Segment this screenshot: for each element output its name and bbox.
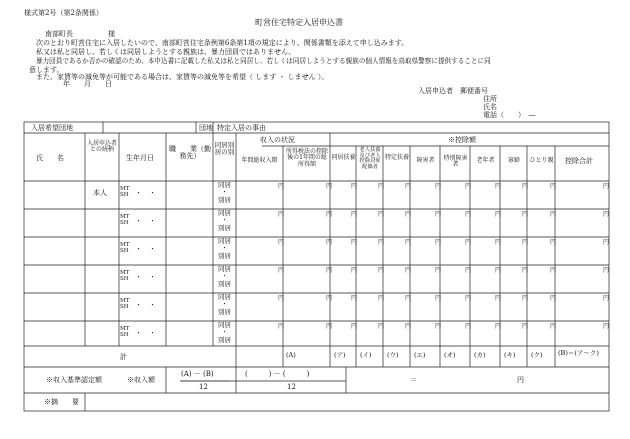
applicant-address: 住所 — [483, 95, 497, 103]
income-label: ※収入額 — [127, 376, 155, 384]
yen-mark: 円 — [326, 323, 333, 330]
era-label: MT SH — [120, 242, 130, 255]
formula-bottom: 12 — [199, 383, 208, 391]
total-mark: (ク) — [531, 351, 543, 359]
yen-mark: 円 — [550, 295, 557, 302]
cohabit-label: 同居 ・ 別居 — [218, 181, 231, 204]
deduction-col: 特別障害者 — [443, 155, 468, 169]
area-label: 入居希望団地 — [31, 124, 73, 132]
yen-mark: 円 — [405, 267, 412, 274]
yen-mark: 円 — [465, 183, 472, 190]
formula2-bottom: 12 — [287, 383, 296, 391]
yen-mark: 円 — [465, 211, 472, 218]
cohabit-label: 同居 ・ 別居 — [218, 265, 231, 288]
yen-mark: 円 — [435, 267, 442, 274]
yen-mark: 円 — [405, 211, 412, 218]
era-label: MT SH — [120, 270, 130, 283]
yen-mark: 円 — [465, 239, 472, 246]
yen-mark: 円 — [435, 323, 442, 330]
total-mark: (オ) — [444, 351, 456, 359]
yen-mark: 円 — [405, 239, 412, 246]
deduction-col: 同居扶養 — [331, 154, 356, 161]
col-cohabit: 同居別居の別 — [214, 141, 235, 156]
yen-mark: 円 — [603, 267, 610, 274]
col-income: 所得税法の控除後の1年間の総所得額 — [285, 148, 328, 168]
yen-mark: 円 — [326, 183, 333, 190]
yen-mark: 円 — [435, 211, 442, 218]
yen-mark: 円 — [278, 239, 285, 246]
addressee: 南部町長 様 — [45, 30, 115, 38]
birth-dots: ・ ・ — [135, 217, 156, 225]
deduction-col: 老人扶養及び老人控除対象配偶者 — [359, 147, 381, 170]
yen-mark: 円 — [278, 267, 285, 274]
form-number: 様式第2号（第2条関係） — [24, 9, 103, 17]
yen-mark: 円 — [326, 239, 333, 246]
body-line-5: また、家賃等の減免等が可能である場合は、家賃等の減免等を希望（ します ・ しません ）。 — [36, 73, 329, 81]
yen-mark: 円 — [495, 183, 502, 190]
deduction-col: 特定扶養 — [384, 154, 409, 161]
birth-dots: ・ ・ — [135, 245, 156, 253]
yen-mark: 円 — [550, 323, 557, 330]
cohabit-label: 同居 ・ 別居 — [218, 209, 231, 232]
yen-mark: 円 — [351, 211, 358, 218]
formula-top: (A) － (B) — [181, 370, 214, 378]
yen-mark: 円 — [378, 323, 385, 330]
applicant-name: 氏名 — [483, 103, 497, 111]
deduction-col: 老年者 — [476, 157, 495, 164]
deduction-col: 障害者 — [416, 157, 435, 164]
yen-mark: 円 — [278, 323, 285, 330]
era-label: MT SH — [120, 214, 130, 227]
yen-mark: 円 — [550, 183, 557, 190]
col-annual: 年間総収入額 — [241, 157, 278, 164]
yen-mark: 円 — [351, 323, 358, 330]
self-label: 本人 — [93, 189, 107, 197]
yen-mark: 円 — [326, 267, 333, 274]
certified-label: ※収入基準認定額 — [46, 376, 102, 384]
yen-mark: 円 — [495, 295, 502, 302]
yen-mark: 円 — [326, 295, 333, 302]
yen-mark: 円 — [465, 323, 472, 330]
yen-mark: 円 — [378, 267, 385, 274]
summary-label: ※摘 要 — [44, 398, 79, 406]
yen-mark: 円 — [603, 183, 610, 190]
deduction-header: ※控除額 — [448, 136, 476, 144]
yen-mark: 円 — [435, 183, 442, 190]
era-label: MT SH — [120, 186, 130, 199]
yen-mark: 円 — [465, 295, 472, 302]
cohabit-label: 同居 ・ 別居 — [218, 321, 231, 344]
era-label: MT SH — [120, 326, 130, 339]
yen-mark: 円 — [550, 267, 557, 274]
body-line-1: 次のとおり町営住宅に入居したいので、南部町営住宅条例第6条第1項の規定により、関係書類を添えて申し込みます。 — [36, 39, 409, 47]
cohabit-label: 同居 ・ 別居 — [218, 293, 231, 316]
total-mark: (ア) — [334, 351, 346, 359]
yen-mark: 円 — [378, 183, 385, 190]
yen-mark: 円 — [550, 211, 557, 218]
yen-mark: 円 — [522, 323, 529, 330]
total-mark: (B)＝(ア～ク) — [558, 349, 599, 357]
yen-mark: 円 — [522, 267, 529, 274]
col-total: 控除合計 — [565, 157, 593, 165]
total-mark: (カ) — [474, 351, 486, 359]
col-name: 氏 名 — [36, 154, 64, 162]
yen-mark: 円 — [326, 211, 333, 218]
yen-mark: 円 — [603, 239, 610, 246]
yen-mark: 円 — [603, 295, 610, 302]
col-birth: 生年月日 — [126, 154, 154, 162]
body-line-3: 暴力団員であるか否かの確認のため、本申込書に記載した私又は私と同居し、若しくは同居しようとする親族の個人情報を鳥取県警察に提供することに同 — [36, 57, 491, 65]
formula2-top: ( ) － ( ) — [245, 370, 310, 378]
income-header: 収入の状況 — [260, 136, 295, 144]
yen-mark: 円 — [278, 183, 285, 190]
yen-mark: 円 — [351, 183, 358, 190]
result-yen: 円 — [517, 376, 524, 384]
applicant-header: 入居申込者 郵便番号 — [418, 87, 488, 95]
yen-mark: 円 — [495, 267, 502, 274]
total-mark: (A) — [286, 351, 296, 359]
yen-mark: 円 — [522, 295, 529, 302]
yen-mark: 円 — [351, 267, 358, 274]
yen-mark: 円 — [405, 323, 412, 330]
yen-mark: 円 — [378, 295, 385, 302]
deduction-col: 寡婦 — [507, 157, 520, 164]
yen-mark: 円 — [405, 295, 412, 302]
birth-dots: ・ ・ — [135, 301, 156, 309]
yen-mark: 円 — [465, 267, 472, 274]
yen-mark: 円 — [495, 239, 502, 246]
yen-mark: 円 — [522, 239, 529, 246]
yen-mark: 円 — [405, 183, 412, 190]
applicant-phone: 電話（ ） ― — [483, 111, 536, 119]
yen-mark: 円 — [278, 211, 285, 218]
col-job: 職 業（勤務先） — [169, 145, 211, 161]
era-label: MT SH — [120, 298, 130, 311]
birth-dots: ・ ・ — [135, 273, 156, 281]
birth-dots: ・ ・ — [135, 189, 156, 197]
deduction-col: ひとり親 — [529, 157, 554, 164]
yen-mark: 円 — [378, 239, 385, 246]
total-mark: (ウ) — [387, 351, 399, 359]
yen-mark: 円 — [550, 239, 557, 246]
birth-dots: ・ ・ — [135, 329, 156, 337]
yen-mark: 円 — [522, 183, 529, 190]
col-relation: 入居申込者との続柄 — [86, 140, 117, 154]
yen-mark: 円 — [435, 239, 442, 246]
yen-mark: 円 — [495, 323, 502, 330]
yen-mark: 円 — [378, 211, 385, 218]
yen-mark: 円 — [435, 295, 442, 302]
yen-mark: 円 — [278, 295, 285, 302]
total-mark: (キ) — [504, 351, 516, 359]
equals-sign: ＝ — [410, 376, 417, 384]
page-title: 町営住宅特定入居申込書 — [255, 18, 343, 27]
yen-mark: 円 — [351, 239, 358, 246]
body-line-2: 私又は私と同居し、若しくは同居しようとする親族は、暴力団員ではありません。 — [36, 48, 296, 56]
total-row-label: 計 — [120, 353, 127, 361]
body-line-4: 意します。 — [29, 66, 64, 74]
yen-mark: 円 — [522, 211, 529, 218]
danchi-label: 団地 — [199, 124, 213, 132]
yen-mark: 円 — [495, 211, 502, 218]
cohabit-label: 同居 ・ 別居 — [218, 237, 231, 260]
date-line: 年 月 日 — [63, 80, 112, 88]
total-mark: (エ) — [414, 351, 426, 359]
yen-mark: 円 — [603, 211, 610, 218]
reason-label: 特定入居の事由 — [217, 124, 266, 132]
total-mark: (イ) — [360, 351, 372, 359]
yen-mark: 円 — [351, 295, 358, 302]
yen-mark: 円 — [603, 323, 610, 330]
